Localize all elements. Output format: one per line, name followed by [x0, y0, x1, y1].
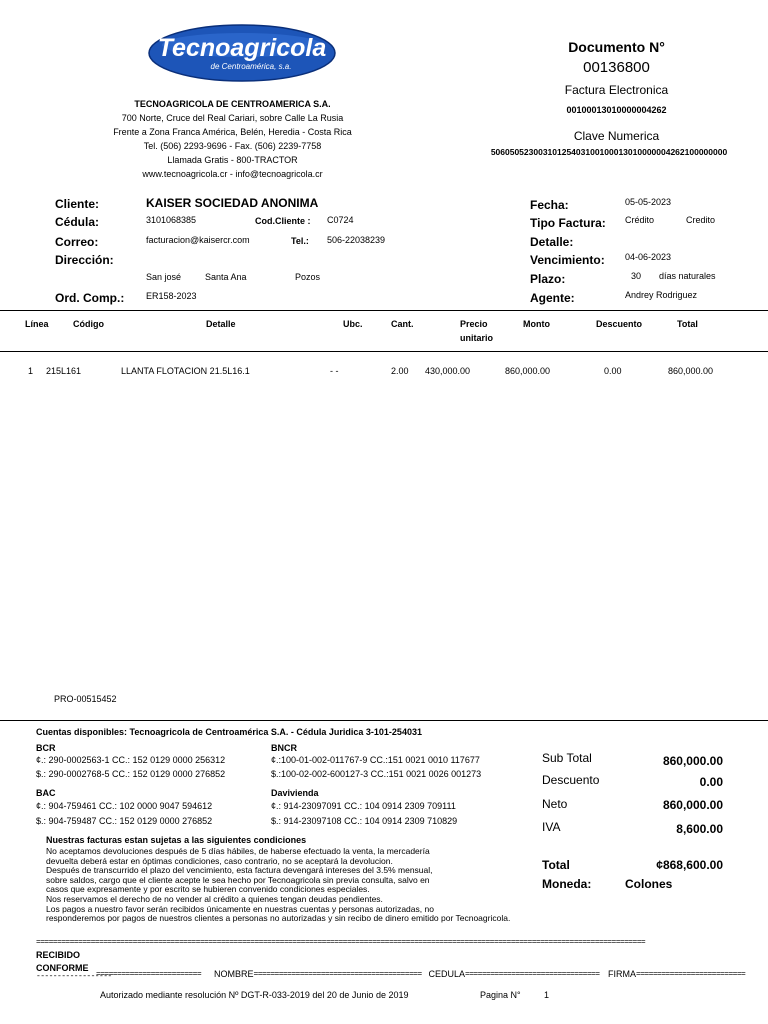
- client-name: KAISER SOCIEDAD ANONIMA: [146, 196, 319, 210]
- company-address-1: 700 Norte, Cruce del Real Cariari, sobre Calle La Rusia: [121, 113, 344, 123]
- row-ubc: - -: [330, 366, 339, 376]
- tax-value: 8,600.00: [676, 822, 723, 836]
- invoice-date: 05-05-2023: [625, 197, 672, 207]
- client-address-label: Dirección:: [55, 253, 114, 267]
- client-name-label: Cliente:: [55, 197, 100, 211]
- tax-label: IVA: [542, 820, 561, 834]
- signature-name-label: NOMBRE: [214, 969, 254, 979]
- invoice-detail-label: Detalle:: [530, 235, 574, 249]
- invoice-due-label: Vencimiento:: [530, 253, 605, 267]
- invoice-date-label: Fecha:: [530, 198, 569, 212]
- logo-text: Tecnoagricola: [157, 34, 327, 62]
- table-header-rule: [0, 351, 768, 352]
- client-email: facturacion@kaisercr.com: [146, 235, 250, 245]
- client-po: ER158-2023: [146, 291, 197, 301]
- signature-dash: ------------------: [36, 972, 112, 981]
- bank-bac-name: BAC: [36, 788, 56, 798]
- bank-bac-dollars: $.: 904-759487 CC.: 152 0129 0000 276852: [36, 816, 213, 826]
- discount-label: Descuento: [542, 773, 600, 787]
- document-key-label: Clave Numerica: [573, 129, 660, 143]
- condition-line: Los pagos a nuestro favor serán recibidos únicamente en nuestras cuentas y personas autorizadas, no: [46, 903, 434, 914]
- client-code: C0724: [327, 215, 354, 225]
- invoice-term-days: 30: [631, 271, 642, 281]
- row-detail: LLANTA FLOTACION 21.5L16.1: [121, 366, 250, 376]
- subtotal-value: 860,000.00: [662, 754, 723, 768]
- company-phones: Tel. (506) 2293-9696 - Fax. (506) 2239-7758: [143, 141, 322, 151]
- total-label: Total: [542, 858, 570, 872]
- invoice-type-2: Credito: [686, 215, 716, 225]
- document-title: Documento N°: [568, 39, 665, 55]
- invoice-agent-label: Agente:: [530, 291, 575, 305]
- row-total: 860,000.00: [668, 366, 714, 376]
- invoice-type-1: Crédito: [625, 215, 655, 225]
- signature-sign-label: FIRMA: [608, 969, 637, 979]
- client-id: 3101068385: [146, 215, 197, 225]
- invoice-type-label: Tipo Factura:: [530, 216, 606, 230]
- row-price: 430,000.00: [425, 366, 471, 376]
- company-address-2: Frente a Zona Franca América, Belén, Heredia - Costa Rica: [113, 127, 352, 137]
- condition-line: Nos reservamos el derecho de no vender al crédito a quienes tengan deudas pendientes.: [46, 893, 383, 904]
- client-id-label: Cédula:: [55, 215, 100, 229]
- company-web: www.tecnoagricola.cr - info@tecnoagricola.cr: [142, 169, 323, 179]
- client-po-label: Ord. Comp.:: [55, 291, 125, 305]
- invoice-term-unit: días naturales: [659, 271, 716, 281]
- net-value: 860,000.00: [662, 798, 723, 812]
- receipt-received: RECIBIDO: [36, 950, 81, 960]
- proforma-number: PRO-00515452: [54, 694, 117, 704]
- col-header-qty: Cant.: [391, 319, 414, 329]
- table-top-rule: [0, 310, 768, 311]
- invoice-agent: Andrey Rodriguez: [625, 290, 698, 300]
- company-logo: [147, 23, 337, 83]
- conditions-title: Nuestras facturas estan sujetas a las siguientes condiciones: [46, 835, 307, 845]
- footer-page-number: 1: [544, 990, 550, 1000]
- accounts-rule: [0, 720, 768, 721]
- receipt-conforme: CONFORME: [36, 963, 89, 973]
- bank-bac-colones: ¢.: 904-759461 CC.: 102 0000 9047 594612: [36, 801, 213, 811]
- signature-id-label: CEDULA: [428, 969, 466, 979]
- condition-line: casos que expresamente y por escrito se hubieren convenido condiciones especiales.: [46, 884, 370, 895]
- col-header-code: Código: [73, 319, 104, 329]
- client-province: San josé: [146, 272, 182, 282]
- condition-line: Después de transcurrido el plazo del vencimiento, esta factura devengará intereses del 3.5% mensual,: [46, 865, 433, 876]
- document-key: 50605052300310125403100100013010000004262100000000: [490, 147, 728, 157]
- bank-bncr-dollars: $.:100-02-002-600127-3 CC.:151 0021 0026 001273: [271, 769, 482, 779]
- currency-value: Colones: [625, 877, 673, 891]
- bank-davivienda-dollars: $.: 914-23097108 CC.: 104 0914 2309 710829: [271, 816, 458, 826]
- row-discount: 0.00: [604, 366, 622, 376]
- col-header-price: Precio: [460, 319, 488, 329]
- company-name: TECNOAGRICOLA DE CENTROAMERICA S.A.: [134, 99, 331, 109]
- bank-bncr-colones: ¢.:100-01-002-011767-9 CC.:151 0021 0010 117677: [271, 755, 480, 765]
- row-qty: 2.00: [391, 366, 409, 376]
- document-consecutive: 00100013010000004262: [566, 105, 667, 115]
- condition-line: devuelta deberá estar en óptimas condiciones, caso contrario, no se aceptará la devolucion.: [46, 855, 393, 866]
- footer-authorization: Autorizado mediante resolución Nº DGT-R-033-2019 del 20 de Junio de 2019: [100, 990, 409, 1000]
- subtotal-label: Sub Total: [542, 751, 592, 765]
- client-phone: 506-22038239: [327, 235, 386, 245]
- col-header-ubc: Ubc.: [343, 319, 363, 329]
- footer-page-label: Pagina N°: [480, 990, 521, 1000]
- condition-line: sobre saldos, cargo que el cliente acepte le sea hecho por Tecnoagricola sin previa consulta, salvo en: [46, 874, 430, 885]
- invoice-due: 04-06-2023: [625, 252, 672, 262]
- col-header-detail: Detalle: [206, 319, 236, 329]
- bank-davivienda-name: Davivienda: [271, 788, 319, 798]
- total-value: ¢868,600.00: [656, 858, 723, 872]
- condition-line: No aceptamos devoluciones después de 5 días hábiles, de haberse efectuado la venta, la mercadería: [46, 846, 430, 856]
- accounts-title: Cuentas disponibles: Tecnoagricola de Centroamérica S.A. - Cédula Juridica 3-101-254031: [36, 727, 422, 737]
- col-header-price-2: unitario: [460, 333, 493, 343]
- client-code-label: Cod.Cliente :: [255, 216, 311, 226]
- bank-bcr-colones: ¢.: 290-0002563-1 CC.: 152 0129 0000 256312: [36, 755, 226, 765]
- conditions-text: [46, 847, 510, 924]
- document-number: 00136800: [583, 59, 650, 76]
- company-free-call: Llamada Gratis - 800-TRACTOR: [167, 155, 298, 165]
- condition-line: responderemos por pagos de nuestros clientes a personas no autorizadas y sin recibo de dinero emitido por Tecnoagricola.: [46, 913, 511, 924]
- client-email-label: Correo:: [55, 235, 99, 249]
- currency-label: Moneda:: [542, 877, 592, 891]
- client-phone-label: Tel.:: [291, 236, 309, 246]
- client-district: Pozos: [295, 272, 321, 282]
- signature-line: ========================= NOMBRE ======================================== CEDULA ================================ FIRMA ==========================: [96, 969, 746, 979]
- col-header-line: Línea: [25, 319, 49, 329]
- invoice-term-label: Plazo:: [530, 272, 566, 286]
- row-amount: 860,000.00: [505, 366, 551, 376]
- bank-davivienda-colones: ¢.: 914-23097091 CC.: 104 0914 2309 709111: [271, 801, 456, 811]
- bank-bcr-dollars: $.: 290-0002768-5 CC.: 152 0129 0000 276852: [36, 769, 226, 779]
- document-type: Factura Electronica: [564, 83, 669, 97]
- bank-bncr-name: BNCR: [271, 743, 297, 753]
- bank-bcr-name: BCR: [36, 743, 56, 753]
- client-canton: Santa Ana: [205, 272, 247, 282]
- col-header-total: Total: [677, 319, 698, 329]
- logo-subtext: de Centroamérica, s.a.: [210, 62, 292, 71]
- net-label: Neto: [542, 797, 568, 811]
- separator-line: =================================================================================================================================================: [36, 938, 646, 947]
- discount-value: 0.00: [699, 775, 723, 789]
- row-code: 215L161: [46, 366, 82, 376]
- row-line: 1: [28, 366, 34, 376]
- col-header-discount: Descuento: [596, 319, 643, 329]
- col-header-amount: Monto: [523, 319, 550, 329]
